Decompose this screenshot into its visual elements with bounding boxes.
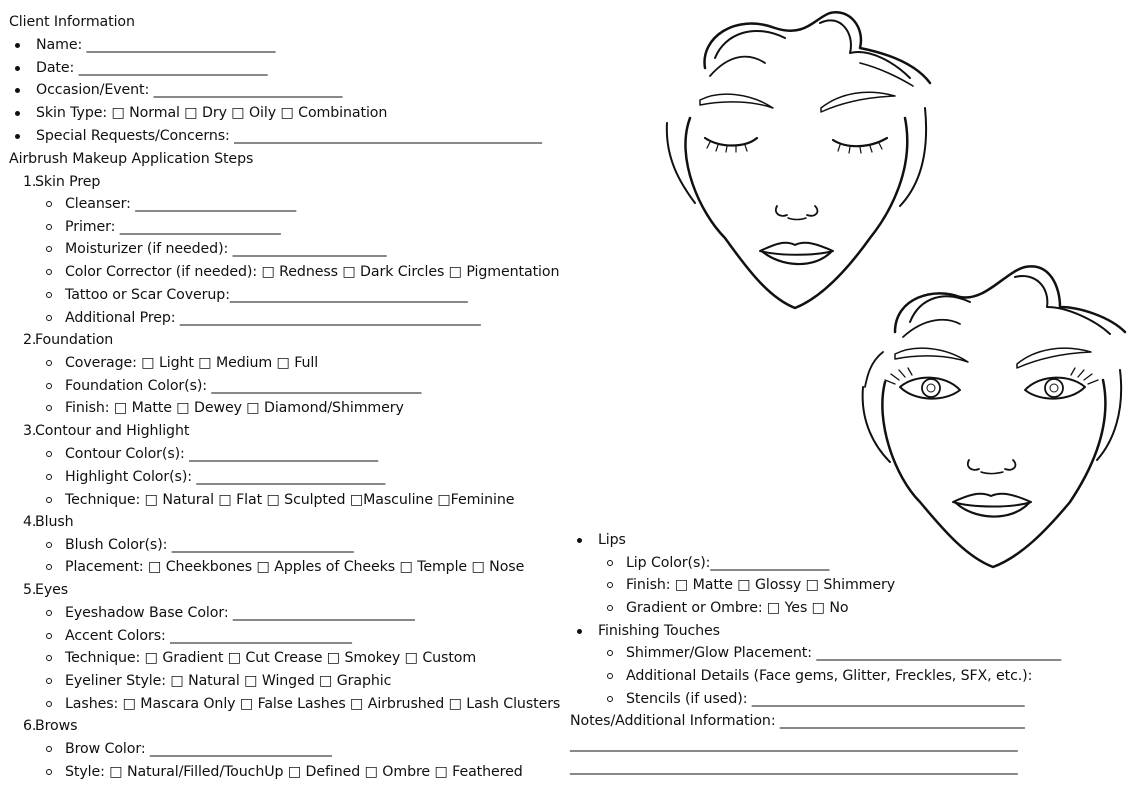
steps-heading: Airbrush Makeup Application Steps [9,151,254,167]
highlight-color-field[interactable]: Highlight Color(s): ___________________________ [65,469,386,485]
coverage-options[interactable]: Coverage: □ Light □ Medium □ Full [65,355,319,371]
color-corrector-options[interactable]: Color Corrector (if needed): □ Redness □ Dark Circles □ Pigmentation [65,264,560,280]
lip-color-field[interactable]: Lip Color(s):_________________ [626,555,830,571]
eye-technique-options[interactable]: Technique: □ Gradient □ Cut Crease □ Smokey □ Custom [65,650,477,666]
face-chart-open-eyes [855,262,1140,577]
section-skin-prep: 1.Skin Prep [23,174,101,190]
finish-options[interactable]: Finish: □ Matte □ Dewey □ Diamond/Shimmery [65,400,404,416]
lashes-options[interactable]: Lashes: □ Mascara Only □ False Lashes □ Airbrushed □ Lash Clusters [65,696,561,712]
additional-prep-field[interactable]: Additional Prep: ___________________________________________ [65,310,481,326]
notes-line-3[interactable]: ________________________________________________________________ [570,759,1018,775]
additional-details-field[interactable]: Additional Details (Face gems, Glitter, Freckles, SFX, etc.): [626,668,1033,684]
section-lips: Lips [598,532,626,548]
accent-colors-field[interactable]: Accent Colors: __________________________ [65,628,352,644]
special-requests-field[interactable]: Special Requests/Concerns: ____________________________________________ [36,128,542,144]
blush-color-field[interactable]: Blush Color(s): __________________________ [65,537,354,553]
contour-technique-options[interactable]: Technique: □ Natural □ Flat □ Sculpted □Masculine □Feminine [65,492,515,508]
skin-type-options[interactable]: Skin Type: □ Normal □ Dry □ Oily □ Combination [36,105,388,121]
lip-finish-options[interactable]: Finish: □ Matte □ Glossy □ Shimmery [626,577,896,593]
section-blush: 4.Blush [23,514,74,530]
section-brows: 6.Brows [23,718,78,734]
client-date-field[interactable]: Date: ___________________________ [36,60,268,76]
section-foundation: 2.Foundation [23,332,114,348]
brow-color-field[interactable]: Brow Color: __________________________ [65,741,332,757]
primer-field[interactable]: Primer: _______________________ [65,219,281,235]
eyeshadow-base-field[interactable]: Eyeshadow Base Color: __________________________ [65,605,415,621]
stencils-field[interactable]: Stencils (if used): _______________________________________ [626,691,1025,707]
contour-color-field[interactable]: Contour Color(s): ___________________________ [65,446,378,462]
client-info-heading: Client Information [9,14,135,30]
client-name-field[interactable]: Name: ___________________________ [36,37,276,53]
cleanser-field[interactable]: Cleanser: _______________________ [65,196,297,212]
section-contour: 3.Contour and Highlight [23,423,190,439]
brow-style-options[interactable]: Style: □ Natural/Filled/TouchUp □ Defined □ Ombre □ Feathered [65,764,523,780]
occasion-field[interactable]: Occasion/Event: ___________________________ [36,82,343,98]
notes-field[interactable]: Notes/Additional Information: ___________________________________ [570,713,1025,729]
notes-line-2[interactable]: ________________________________________________________________ [570,736,1018,752]
gradient-ombre-options[interactable]: Gradient or Ombre: □ Yes □ No [626,600,849,616]
shimmer-placement-field[interactable]: Shimmer/Glow Placement: ___________________________________ [626,645,1062,661]
foundation-color-field[interactable]: Foundation Color(s): ______________________________ [65,378,422,394]
tattoo-coverup-field[interactable]: Tattoo or Scar Coverup:__________________________________ [65,287,468,303]
blush-placement-options[interactable]: Placement: □ Cheekbones □ Apples of Cheeks □ Temple □ Nose [65,559,525,575]
section-eyes: 5.Eyes [23,582,69,598]
eyeliner-style-options[interactable]: Eyeliner Style: □ Natural □ Winged □ Graphic [65,673,392,689]
section-finishing-touches: Finishing Touches [598,623,720,639]
moisturizer-field[interactable]: Moisturizer (if needed): ______________________ [65,241,387,257]
